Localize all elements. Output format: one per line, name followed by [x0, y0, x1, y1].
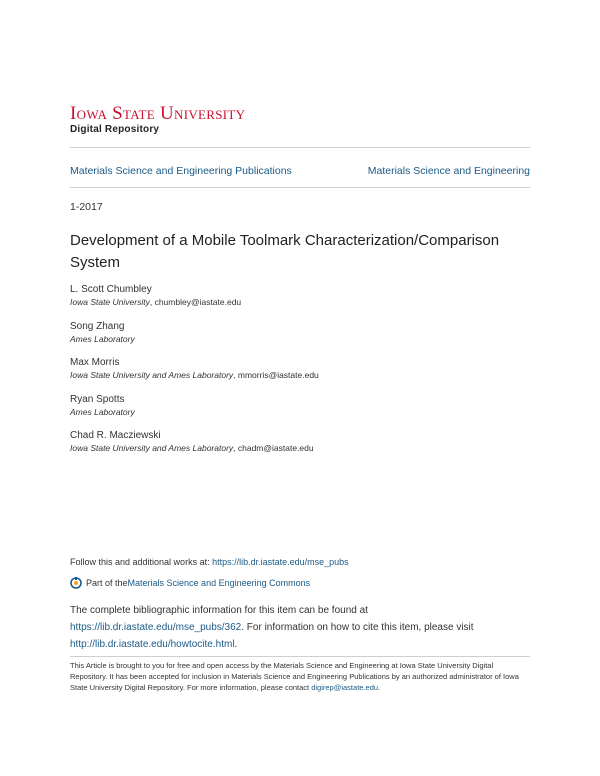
access-statement-end: .	[378, 683, 381, 692]
commons-link[interactable]: Materials Science and Engineering Commons	[127, 578, 311, 588]
author-block	[70, 283, 241, 308]
author-affiliation	[70, 442, 314, 454]
divider	[70, 656, 530, 657]
follow-line	[70, 557, 349, 567]
part-of-text: Part of the	[86, 578, 128, 588]
item-link[interactable]: https://lib.dr.iastate.edu/mse_pubs/362	[70, 622, 242, 633]
publication-date: 1-2017	[70, 201, 103, 213]
follow-text: Follow this and additional works at:	[70, 557, 213, 567]
author-name: L. Scott Chumbley	[70, 284, 152, 295]
author-name: Chad R. Macziewski	[70, 430, 161, 441]
divider	[70, 187, 530, 188]
author-affiliation	[70, 333, 135, 345]
follow-link[interactable]: https://lib.dr.iastate.edu/mse_pubs	[212, 557, 349, 567]
author-email: , chadm@iastate.edu	[233, 443, 314, 453]
divider	[70, 147, 530, 148]
part-of-line	[70, 577, 310, 589]
citation-text: The complete bibliographic information for this item can be found at	[70, 605, 368, 616]
citation-text: . For information on how to cite this item, please visit	[241, 622, 474, 633]
university-logo-title: Iowa State University	[70, 103, 246, 124]
author-email: , chumbley@iastate.edu	[149, 297, 242, 307]
author-affiliation	[70, 406, 135, 418]
author-institution: Iowa State University and Ames Laboratory	[70, 370, 234, 380]
repository-logo-subtitle: Digital Repository	[70, 124, 160, 135]
collection-link-department[interactable]: Materials Science and Engineering	[367, 165, 530, 177]
author-institution: Iowa State University and Ames Laboratory	[70, 443, 234, 453]
citation-info	[70, 602, 540, 653]
author-name: Ryan Spotts	[70, 394, 125, 405]
author-block	[70, 320, 135, 345]
citation-end: .	[234, 639, 238, 650]
author-block	[70, 393, 135, 418]
collection-link-publications[interactable]: Materials Science and Engineering Publications	[70, 165, 292, 177]
commons-icon	[70, 577, 82, 589]
access-statement	[70, 660, 530, 693]
author-block	[70, 356, 319, 381]
author-email: , mmorris@iastate.edu	[233, 370, 319, 380]
author-institution: Ames Laboratory	[70, 407, 135, 417]
author-institution: Ames Laboratory	[70, 334, 135, 344]
article-title: Development of a Mobile Toolmark Characterization/Comparison System	[70, 232, 500, 271]
author-affiliation	[70, 369, 319, 381]
author-block	[70, 429, 314, 454]
author-affiliation	[70, 296, 241, 308]
contact-email-link[interactable]: digirep@iastate.edu	[311, 683, 379, 692]
author-name: Song Zhang	[70, 321, 125, 332]
author-name: Max Morris	[70, 357, 120, 368]
author-institution: Iowa State University	[70, 297, 150, 307]
access-statement-text: This Article is brought to you for free and open access by the Materials Science and Engineering at Iowa State University Digital Repository. It has been accepted for inclusion in Materials Science and Engineering Publications by an authorized administrator of Iowa State University Digital Repository. For more information, please contact	[70, 661, 519, 692]
howtocite-link[interactable]: http://lib.dr.iastate.edu/howtocite.html	[70, 639, 235, 650]
